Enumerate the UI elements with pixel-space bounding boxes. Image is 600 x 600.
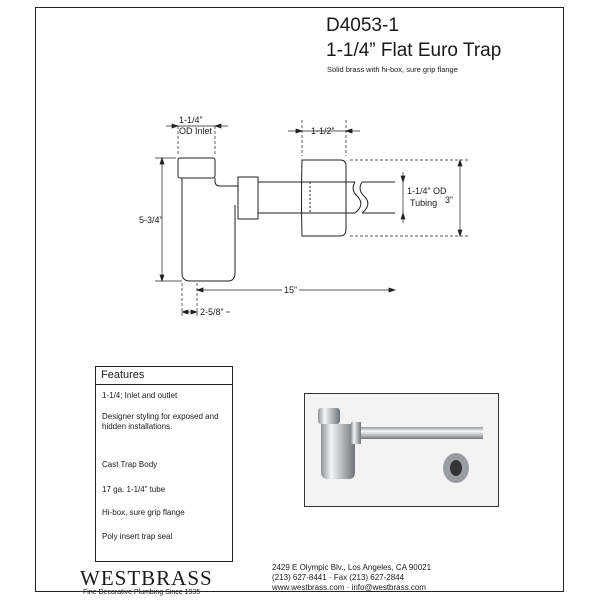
height-label: 5-3/4” <box>139 215 163 225</box>
tube-shape <box>351 427 483 439</box>
length-label: 15” <box>284 285 298 295</box>
brand-logo: WESTBRASS <box>80 566 213 590</box>
offset-label: 2-5/8” <box>200 307 224 317</box>
web-line: www.westbrass.com · info@westbrass.com <box>272 583 426 592</box>
phone-line: (213) 627-8441 · Fax (213) 627-2844 <box>272 573 405 582</box>
outlet-collar-shape <box>238 177 258 219</box>
product-tagline: Solid brass with hi-box, sure grip flange <box>327 65 458 74</box>
features-box <box>95 366 233 562</box>
flange-shape <box>302 160 347 236</box>
features-heading: Features <box>96 367 232 385</box>
feature-item: Designer styling for exposed and hidden installations. <box>102 412 219 431</box>
inlet-cap-shape <box>178 158 215 178</box>
model-number: D4053-1 <box>326 15 399 36</box>
brand-tagline: Fine Decorative Plumbing Since 1935 <box>83 589 201 596</box>
flange-height-label: 3” <box>445 195 454 205</box>
trap-body-photo <box>321 424 355 479</box>
feature-item: Hi-box, sure grip flange <box>102 508 185 517</box>
tubing-size-label: 1-1/4” OD <box>407 186 447 196</box>
feature-item: Poly insert trap seal <box>102 532 173 541</box>
inlet-label: OD Inlet <box>179 126 213 136</box>
feature-item: Cast Trap Body <box>102 460 158 469</box>
product-name: 1-1/4” Flat Euro Trap <box>326 40 502 61</box>
product-photo <box>304 393 499 507</box>
inlet-size-label: 1-1/4” <box>179 115 203 125</box>
box-depth-label: 1-1/2” <box>311 126 335 136</box>
trap-body-shape <box>182 178 238 281</box>
product-photo-illustration <box>305 394 498 506</box>
feature-item: 17 ga. 1-1/4” tube <box>102 485 166 494</box>
tubing-label: Tubing <box>410 198 438 208</box>
feature-item: 1-1/4: Inlet and outlet <box>102 391 178 400</box>
address-line: 2429 E Olympic Blv., Los Angeles, CA 90021 <box>272 563 432 572</box>
